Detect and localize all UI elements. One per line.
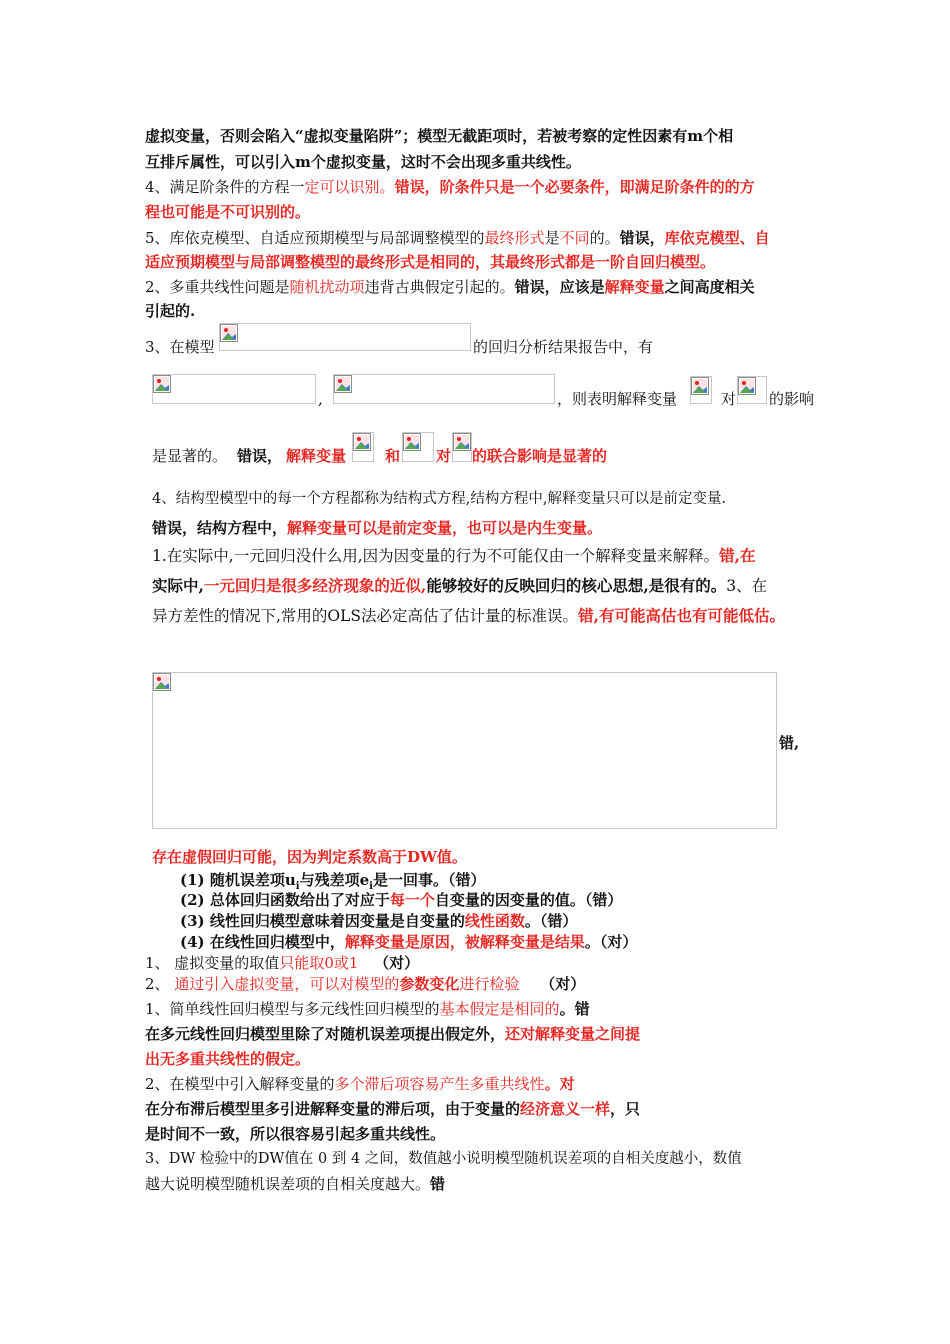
list-item-4: (4) 在线性回归模型中，解释变量是原因，被解释变量是结果。（对） — [180, 933, 638, 951]
para-error-label: 错误， — [237, 447, 283, 465]
para-model-suffix: 的回归分析结果报告中，有 — [473, 338, 654, 356]
broken-image-icon — [453, 433, 471, 451]
para-on-red-text: 对 — [436, 447, 452, 465]
para-and-text: 和 — [385, 447, 401, 465]
equation-image-t-stat — [152, 374, 316, 404]
para-koyck-line1: 5、库依克模型、自适应预期模型与局部调整模型的最终形式是不同的。错误，库依克模型、自 — [145, 229, 770, 247]
broken-image-icon — [738, 377, 756, 395]
broken-image-icon — [220, 324, 238, 342]
para-lags-line3: 是时间不一致，所以很容易引起多重共线性。 — [145, 1125, 446, 1143]
broken-image-icon — [403, 433, 421, 451]
broken-image-icon — [691, 377, 709, 395]
variable-image-y — [737, 376, 767, 404]
para-multicollinearity-line2: 引起的. — [145, 302, 196, 320]
para-order-condition-line1: 4、满足阶条件的方程一定可以识别。错误，阶条件只是一个必要条件，即满足阶条件的的方 — [145, 178, 755, 196]
para-koyck-line2: 适应预期模型与局部调整模型的最终形式是相同的，其最终形式都是一阶自回归模型。 — [145, 253, 716, 271]
variable-image-x — [690, 376, 712, 404]
para-lags-line1: 2、在模型中引入解释变量的多个滞后项容易产生多重共线性。对 — [145, 1075, 575, 1093]
para-explanatory-var-text: 解释变量 — [286, 447, 347, 465]
variable-image-x1 — [352, 432, 374, 462]
broken-image-icon — [153, 375, 171, 393]
para-dw-line2: 越大说明模型随机误差项的自相关度越大。错 — [145, 1175, 446, 1193]
para-multicollinearity-line1: 2、多重共线性问题是随机扰动项违背古典假定引起的。错误，应该是解释变量之间高度相关 — [145, 278, 755, 296]
para-dummy-trap-line1: 虚拟变量，否则会陷入“虚拟变量陷阱”；模型无截距项时，若被考察的定性因素有m个相 — [145, 127, 734, 145]
para-simple-regression-line1: 1.在实际中,一元回归没什么用,因为因变量的行为不可能仅由一个解释变量来解释。错,在 — [152, 546, 756, 565]
variable-image-y2 — [452, 432, 472, 462]
para-dw-line1: 3、DW 检验中的DW值在 0 到 4 之间，数值越小说明模型随机误差项的自相关度越小，数值 — [145, 1151, 742, 1167]
broken-image-icon — [334, 375, 352, 393]
para-lags-line2: 在分布滞后模型里多引进解释变量的滞后项，由于变量的经济意义一样，只 — [145, 1100, 641, 1118]
para-indicates-text: ，则表明解释变量 — [557, 390, 678, 408]
list-item-3: (3) 线性回归模型意味着因变量是自变量的线性函数。（错） — [180, 912, 578, 930]
para-influence-text: 的影响 — [769, 390, 815, 408]
para-joint-effect-text: 的联合影响是显著的 — [472, 447, 608, 465]
para-on-text: 对 — [721, 390, 737, 408]
para-structural-line1: 4、结构型模型中的每一个方程都称为结构式方程,结构方程中,解释变量只可以是前定变量. — [152, 491, 727, 507]
para-structural-line2: 错误，结构方程中，解释变量可以是前定变量，也可以是内生变量。 — [152, 519, 603, 537]
dummy-item-1: 1、 虚拟变量的取值只能取0或1 （对） — [145, 954, 420, 972]
dummy-item-2: 2、 通过引入虚拟变量，可以对模型的参数变化进行检验 （对） — [145, 975, 586, 993]
para-heteroskedasticity-line: 异方差性的情况下,常用的OLS法必定高估了估计量的标准误。错,有可能高估也有可能低估。 — [152, 606, 785, 625]
large-image-placeholder — [152, 672, 777, 829]
para-model-prefix: 3、在模型 — [145, 338, 215, 356]
para-simple-regression-line2: 实际中,一元回归是很多经济现象的近似,能够较好的反映回归的核心思想,是很有的。3、在 — [152, 576, 768, 595]
broken-image-icon — [353, 433, 371, 451]
para-order-condition-line2: 程也可能是不可识别的。 — [145, 203, 311, 221]
equation-image-f-stat — [333, 374, 555, 404]
para-assumptions-line2: 在多元线性回归模型里除了对随机误差项提出假定外，还对解释变量之间提 — [145, 1025, 641, 1043]
list-item-1: (1) 随机误差项$u_i$与残差项$e_i$是一回事。（错） — [180, 871, 486, 892]
list-item-2: (2) 总体回归函数给出了对应于每一个自变量的因变量的值。（错） — [180, 891, 623, 909]
para-assumptions-line3: 出无多重共线性的假定。 — [145, 1050, 311, 1068]
spurious-regression-text: 存在虚假回归可能，因为判定系数高于DW值。 — [152, 848, 467, 866]
para-dummy-trap-line2: 互排斥属性，可以引入m个虚拟变量，这时不会出现多重共线性。 — [145, 153, 581, 171]
para-significant-text: 是显著的。 — [152, 447, 228, 465]
wrong-label: 错, — [779, 734, 800, 752]
comma-separator: , — [318, 390, 323, 408]
equation-image-model — [219, 323, 471, 351]
para-assumptions-line1: 1、简单线性回归模型与多元线性回归模型的基本假定是相同的。错 — [145, 1000, 590, 1018]
variable-image-x2 — [402, 432, 434, 462]
broken-image-icon — [153, 673, 171, 691]
